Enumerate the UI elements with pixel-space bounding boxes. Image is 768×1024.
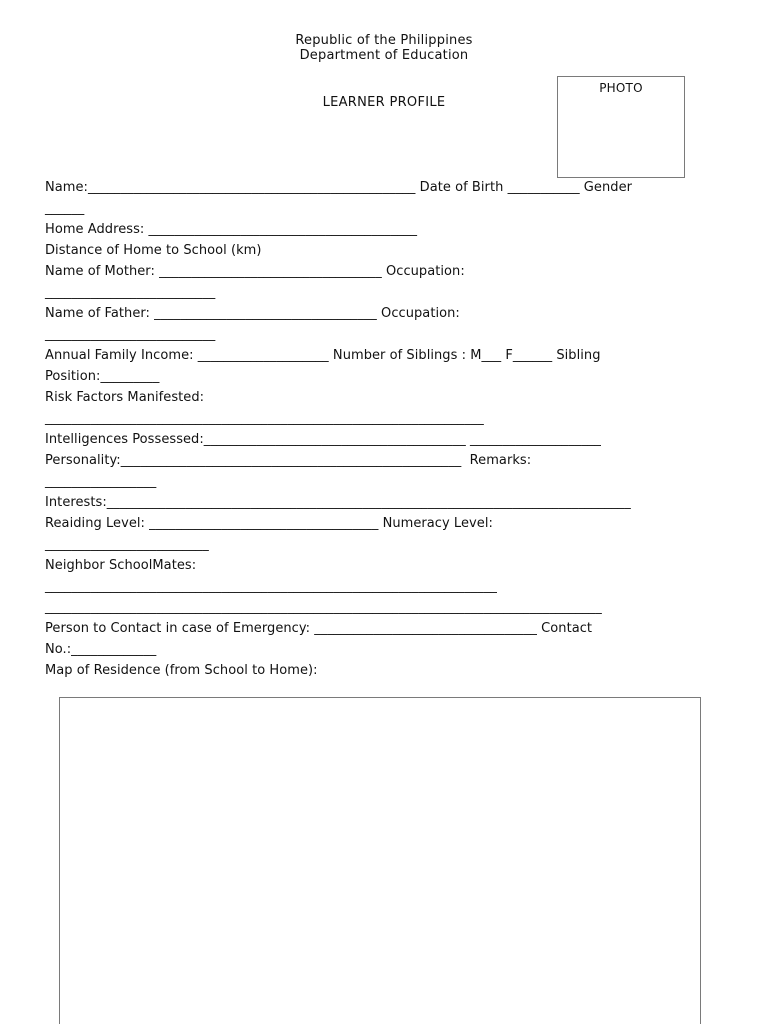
contact-number-line: No.:_____________ (45, 642, 157, 657)
document-header (0, 33, 768, 63)
risk-factors-blank: ___________________________________________________________________ (45, 411, 484, 426)
personality-remarks-line: Personality:____________________________________________________ Remarks: (45, 453, 532, 468)
map-of-residence-box (59, 697, 701, 1024)
map-of-residence-label: Map of Residence (from School to Home): (45, 663, 318, 678)
neighbor-schoolmates-label: Neighbor SchoolMates: (45, 558, 197, 573)
photo-box (557, 76, 685, 178)
home-address-line: Home Address: _________________________________________ (45, 222, 418, 237)
father-occupation-blank: __________________________ (45, 327, 216, 342)
photo-label: PHOTO (599, 81, 643, 95)
father-line: Name of Father: __________________________________ Occupation: (45, 306, 460, 321)
neighbor-schoolmates-blank-2: _____________________________________________________________________________________ (45, 600, 602, 615)
reading-numeracy-line: Reaiding Level: ___________________________________ Numeracy Level: (45, 516, 493, 531)
interests-line: Interests:________________________________________________________________________________ (45, 495, 631, 510)
emergency-contact-line: Person to Contact in case of Emergency: __________________________________ Contact (45, 621, 593, 636)
income-siblings-line: Annual Family Income: ____________________ Number of Siblings : M___ F______ Sibling (45, 348, 601, 363)
republic-heading: Republic of the Philippines (295, 33, 473, 48)
intelligences-line: Intelligences Possessed:________________________________________ ____________________ (45, 432, 601, 447)
sibling-position-line: Position:_________ (45, 369, 160, 384)
mother-occupation-blank: __________________________ (45, 285, 216, 300)
distance-line: Distance of Home to School (km) (45, 243, 262, 258)
numeracy-blank: _________________________ (45, 537, 209, 552)
neighbor-schoolmates-blank-1: _____________________________________________________________________ (45, 579, 497, 594)
mother-line: Name of Mother: __________________________________ Occupation: (45, 264, 465, 279)
risk-factors-label: Risk Factors Manifested: (45, 390, 205, 405)
page-title: LEARNER PROFILE (322, 95, 446, 110)
remarks-blank: _________________ (45, 474, 157, 489)
gender-blank-line: ______ (45, 201, 85, 216)
department-heading: Department of Education (299, 48, 469, 63)
name-dob-gender-line: Name:__________________________________________________ Date of Birth ___________ Gender (45, 180, 633, 195)
